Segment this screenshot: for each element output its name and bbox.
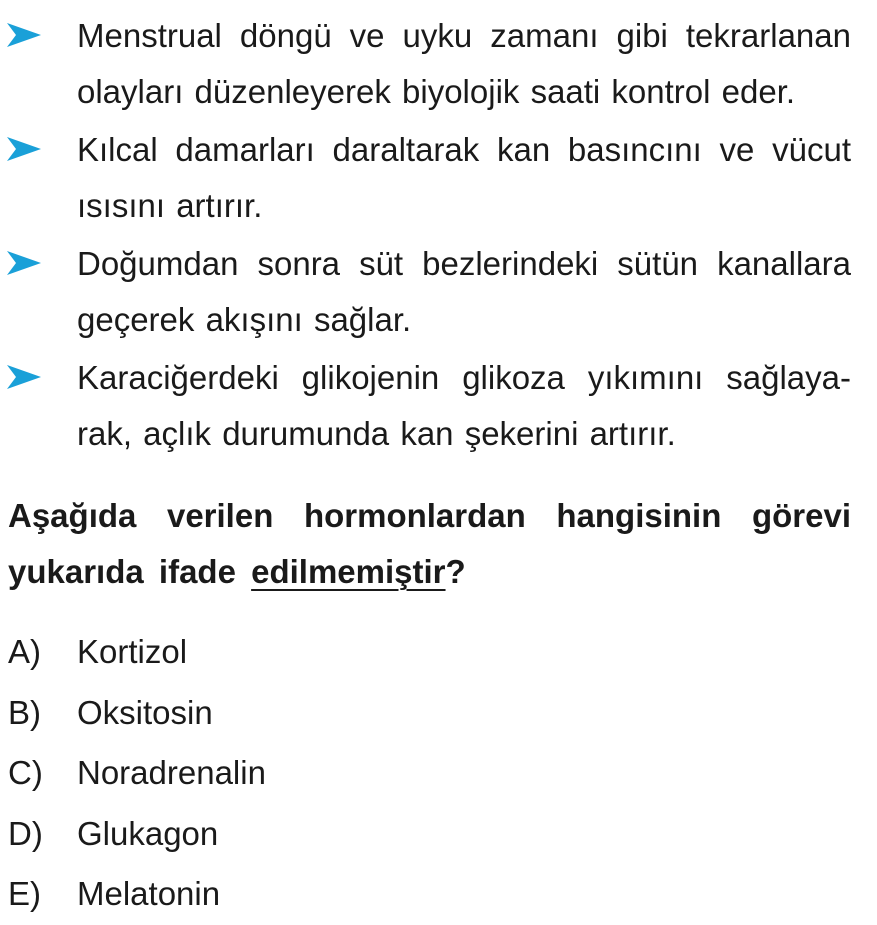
bullet-item (0, 122, 851, 234)
question-mark: ? (445, 553, 466, 590)
option-c[interactable] (8, 743, 708, 804)
bullet-item (0, 8, 851, 120)
bullet-item (0, 236, 851, 348)
option-b[interactable] (8, 683, 708, 744)
arrowhead-icon (7, 365, 41, 389)
option-text: Melatonin (77, 875, 221, 912)
option-text: Glukagon (77, 814, 219, 852)
option-letter: B) (8, 693, 41, 731)
bullet-item (0, 350, 851, 462)
option-e[interactable] (8, 864, 708, 925)
answer-options (8, 622, 708, 925)
option-letter: D) (8, 814, 43, 852)
option-letter: E) (8, 875, 41, 912)
bullet-text: Menstrual döngü ve uyku zamanı gibi tekrarlanan olayları düzenleyerek biyolojik saati kontrol eder. (77, 17, 851, 110)
option-a[interactable] (8, 622, 708, 683)
info-bullet-list (0, 8, 877, 464)
option-text: Oksitosin (77, 693, 213, 731)
question-emphasis: edilmemiştir (251, 553, 446, 590)
question-text: Aşağıda verilen hormonlardan hangisinin görevi yukarıda ifade (8, 497, 851, 590)
option-text: Noradrenalin (77, 754, 266, 791)
option-letter: A) (8, 633, 41, 670)
option-d[interactable] (8, 804, 708, 865)
bullet-text: Doğumdan sonra süt bezlerindeki sütün kanallara geçerek akışını sağlar. (77, 245, 851, 338)
arrowhead-icon (7, 137, 41, 161)
option-letter: C) (8, 754, 43, 791)
question-stem (8, 488, 851, 600)
option-text: Kortizol (77, 633, 188, 670)
bullet-text: Karaciğerdeki glikojenin glikoza yıkımını sağlaya-rak, açlık durumunda kan şekerini artırır. (77, 359, 851, 452)
arrowhead-icon (7, 251, 41, 275)
bullet-text: Kılcal damarları daraltarak kan basıncını ve vücut ısısını artırır. (77, 131, 851, 224)
arrowhead-icon (7, 23, 41, 47)
